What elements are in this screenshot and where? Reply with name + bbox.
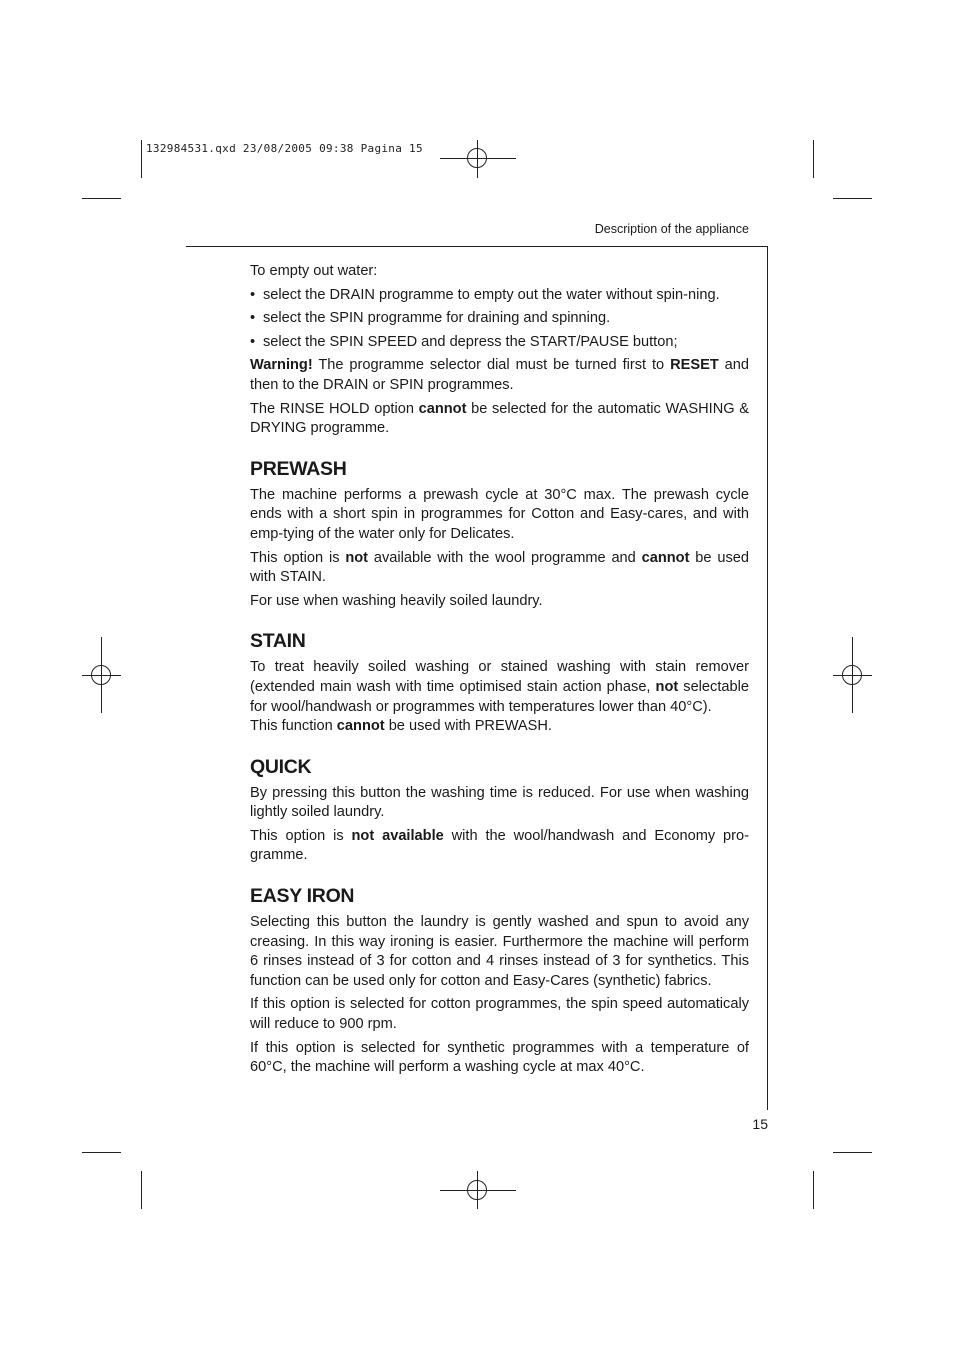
- quick-p1: By pressing this button the washing time is reduced. For use when washing lightly soiled laundry.: [250, 784, 749, 821]
- warning-text: and then to the DRAIN or SPIN programmes.: [250, 357, 749, 393]
- header-rule: [186, 246, 768, 247]
- prewash-heading: PREWASH: [250, 457, 347, 480]
- registration-mark-icon: [467, 148, 487, 168]
- prewash-p2: [250, 549, 749, 588]
- page-content: [250, 262, 749, 1082]
- prewash-p3: For use when washing heavily soiled laundry.: [250, 592, 543, 609]
- warning-text: The programme selector dial must be turned first to: [312, 357, 671, 374]
- easy-iron-p3: If this option is selected for synthetic programmes with a temperature of 60°C, the machine will perform a washing cycle at max 40°C.: [250, 1039, 749, 1076]
- emphasis: cannot: [418, 400, 467, 417]
- list-item: • select the SPIN SPEED and depress the START/PAUSE button;: [250, 333, 749, 353]
- emphasis: not: [655, 678, 679, 695]
- print-slug: 132984531.qxd 23/08/2005 09:38 Pagina 15: [146, 142, 423, 155]
- text: be used with STAIN.: [250, 549, 749, 586]
- text: available with the wool programme and: [368, 549, 642, 566]
- empty-water-intro: To empty out water:: [250, 263, 378, 279]
- text: This option is: [250, 549, 346, 566]
- easy-iron-heading: EASY IRON: [250, 885, 355, 908]
- emphasis: not available: [351, 827, 444, 844]
- stain-heading: STAIN: [250, 630, 306, 653]
- warning-label: Warning!: [250, 357, 313, 374]
- quick-p2: [250, 827, 749, 866]
- warning-paragraph: [250, 356, 749, 395]
- rinse-text: be selected for the automatic WASHING & DRYING programme.: [250, 400, 749, 437]
- text: selectable for wool/handwash or programmes with temperatures lower than 40°C).: [250, 678, 749, 715]
- reset-label: RESET: [670, 357, 719, 374]
- stain-p2: [250, 717, 749, 737]
- margin-rule: [767, 246, 768, 1110]
- easy-iron-p2: If this option is selected for cotton programmes, the spin speed automaticaly will reduce to 900 rpm.: [250, 996, 749, 1033]
- easy-iron-p1: Selecting this button the laundry is gently washed and spun to avoid any creasing. In this way ironing is easier. Furthermore the machine will perform 6 rinses instead of 3 for cotton and 4 rinses instead of 3 for synthetics. This function can be used only for cotton and Easy-Cares (synthetic) fabrics.: [250, 914, 749, 989]
- registration-mark-icon: [91, 665, 111, 685]
- rinse-text: The RINSE HOLD option: [250, 400, 419, 417]
- emphasis: cannot: [336, 718, 385, 735]
- emphasis: not: [345, 549, 369, 566]
- empty-water-list: [250, 286, 749, 353]
- prewash-p1: The machine performs a prewash cycle at 30°C max. The prewash cycle ends with a short spin in programmes for Cotton and Easy-cares, and with emp-tying of the water only for Delicates.: [250, 486, 749, 542]
- emphasis: cannot: [641, 549, 690, 566]
- registration-mark-icon: [842, 665, 862, 685]
- text: with the wool/handwash and Economy pro-gramme.: [250, 827, 749, 864]
- stain-p1: [250, 658, 749, 717]
- list-item: • select the DRAIN programme to empty out the water without spin-ning.: [250, 286, 749, 306]
- rinse-hold-paragraph: [250, 400, 749, 439]
- page-number: 15: [752, 1116, 768, 1132]
- list-item: • select the SPIN programme for draining and spinning.: [250, 309, 749, 329]
- quick-heading: QUICK: [250, 755, 312, 778]
- text: be used with PREWASH.: [384, 718, 552, 735]
- running-head: Description of the appliance: [594, 222, 749, 236]
- text: To treat heavily soiled washing or stained washing with stain remover (extended main wash with time optimised stain action phase,: [250, 659, 749, 695]
- text: This option is: [250, 827, 352, 844]
- text: This function: [250, 718, 337, 735]
- registration-mark-icon: [467, 1180, 487, 1200]
